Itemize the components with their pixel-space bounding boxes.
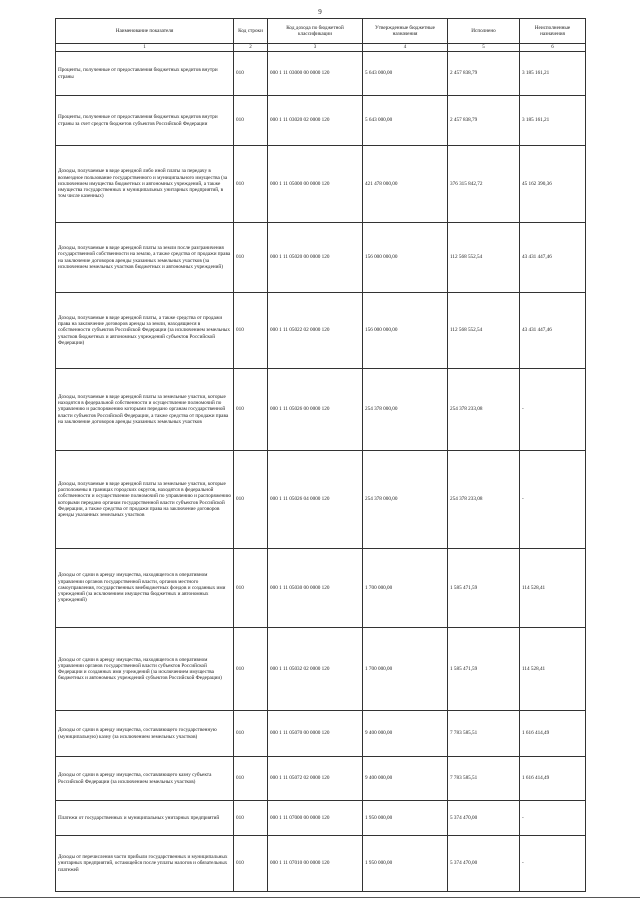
budget-report-table	[55, 18, 586, 892]
table-row	[56, 369, 586, 451]
row-executed: 5 374 470,00	[448, 801, 520, 836]
table-row	[56, 628, 586, 711]
row-income-code: 000 1 11 07000 00 0000 120	[268, 801, 363, 836]
row-approved: 254 378 000,00	[363, 451, 448, 549]
row-approved: 9 400 000,00	[363, 711, 448, 757]
header-row	[56, 19, 586, 44]
row-unexecuted: -	[520, 369, 586, 451]
row-income-code: 000 1 11 05000 00 0000 120	[268, 146, 363, 223]
row-unexecuted: 114 528,41	[520, 628, 586, 711]
row-unexecuted: -	[520, 836, 586, 892]
row-name: Доходы, получаемые в виде арендной либо иной платы за передачу в возмездное пользование государственного и муниципального имущества (за исключением имущества бюджетных и автономных учреждений, а также имущества государственных и муниципальных унитарных предприятий, в том числе казенных)	[56, 146, 234, 223]
row-income-code: 000 1 11 05032 02 0000 120	[268, 628, 363, 711]
row-line-code: 010	[234, 836, 268, 892]
row-unexecuted: 1 616 414,49	[520, 711, 586, 757]
row-name: Проценты, полученные от предоставления бюджетных кредитов внутри страны	[56, 52, 234, 96]
row-name: Доходы, получаемые в виде арендной платы за земельные участки, которые находятся в федеральной собственности и осуществление полномочий по управлению и распоряжению которыми передано органам государственной власти субъектов Российской Федерации, а также средства от продажи права на заключение договоров аренды указанных земельных участков	[56, 369, 234, 451]
table-row	[56, 52, 586, 96]
column-number: 3	[268, 44, 363, 52]
row-line-code: 010	[234, 628, 268, 711]
row-name: Доходы от сдачи в аренду имущества, находящегося в оперативном управлении органов государственной власти, органов местного самоуправления, государственных внебюджетных фондов и созданных ими учреждений (за исключением имущества бюджетных и автономных учреждений)	[56, 549, 234, 628]
row-line-code: 010	[234, 223, 268, 293]
row-unexecuted: 1 616 414,49	[520, 757, 586, 801]
table-row	[56, 801, 586, 836]
row-line-code: 010	[234, 369, 268, 451]
header-unexecuted: Неисполненные назначения	[520, 19, 586, 44]
row-line-code: 010	[234, 757, 268, 801]
header-line-code: Код строки	[234, 19, 268, 44]
row-name: Доходы, получаемые в виде арендной платы за земли после разграничения государственной собственности на землю, а также средства от продажи права на заключение договоров аренды указанных земельных участков (за исключением земельных участков бюджетных и автономных учреждений)	[56, 223, 234, 293]
row-income-code: 000 1 11 05070 00 0000 120	[268, 711, 363, 757]
row-executed: 1 585 471,59	[448, 549, 520, 628]
table-row	[56, 96, 586, 146]
table-row	[56, 757, 586, 801]
row-executed: 2 457 838,79	[448, 96, 520, 146]
header-income-code: Код дохода по бюджетной классификации	[268, 19, 363, 44]
row-line-code: 010	[234, 801, 268, 836]
row-income-code: 000 1 11 03020 02 0000 120	[268, 96, 363, 146]
row-name: Платежи от государственных и муниципальных унитарных предприятий	[56, 801, 234, 836]
row-approved: 156 000 000,00	[363, 223, 448, 293]
row-approved: 1 950 000,00	[363, 801, 448, 836]
row-unexecuted: 43 431 447,46	[520, 223, 586, 293]
row-approved: 5 643 000,00	[363, 52, 448, 96]
row-name: Доходы от сдачи в аренду имущества, составляющего государственную (муниципальную) казну (за исключением земельных участков)	[56, 711, 234, 757]
header-approved: Утвержденные бюджетные назначения	[363, 19, 448, 44]
row-income-code: 000 1 11 05030 00 0000 120	[268, 549, 363, 628]
row-unexecuted: 3 185 161,21	[520, 96, 586, 146]
row-executed: 112 568 552,54	[448, 223, 520, 293]
row-executed: 254 378 233,08	[448, 369, 520, 451]
header-name: Наименование показателя	[56, 19, 234, 44]
row-approved: 1 700 000,00	[363, 628, 448, 711]
row-income-code: 000 1 11 05026 04 0000 120	[268, 451, 363, 549]
row-approved: 5 643 000,00	[363, 96, 448, 146]
row-unexecuted: -	[520, 801, 586, 836]
table-row	[56, 711, 586, 757]
row-income-code: 000 1 11 03000 00 0000 120	[268, 52, 363, 96]
row-name: Доходы, получаемые в виде арендной платы, а также средства от продажи права на заключение договоров аренды за земли, находящиеся в собственности субъектов Российской Федерации (за исключением земельных участков бюджетных и автономных учреждений субъектов Российской Федерации)	[56, 293, 234, 369]
row-unexecuted: 43 431 447,46	[520, 293, 586, 369]
row-executed: 376 315 842,72	[448, 146, 520, 223]
page-bottom-edge	[0, 897, 640, 898]
row-income-code: 000 1 11 05022 02 0000 120	[268, 293, 363, 369]
row-unexecuted: 45 162 390,36	[520, 146, 586, 223]
row-line-code: 010	[234, 96, 268, 146]
row-executed: 7 783 585,51	[448, 711, 520, 757]
row-line-code: 010	[234, 711, 268, 757]
column-number: 2	[234, 44, 268, 52]
column-number: 5	[448, 44, 520, 52]
row-executed: 254 378 233,08	[448, 451, 520, 549]
row-name: Доходы, получаемые в виде арендной платы за земельные участки, которые расположены в границах городских округов, находятся в федеральной собственности и осуществление полномочий по управлению и распоряжению которыми передано органам государственной власти субъектов Российской Федерации, а также средства от продажи права на заключение договоров аренды указанных земельных участков	[56, 451, 234, 549]
row-line-code: 010	[234, 451, 268, 549]
row-unexecuted: 3 185 161,21	[520, 52, 586, 96]
table-row	[56, 223, 586, 293]
row-line-code: 010	[234, 52, 268, 96]
row-unexecuted: -	[520, 451, 586, 549]
row-name: Проценты, полученные от предоставления бюджетных кредитов внутри страны за счет средств бюджетов субъектов Российской Федерации	[56, 96, 234, 146]
row-approved: 254 378 000,00	[363, 369, 448, 451]
page-number: 9	[318, 8, 322, 16]
column-number: 6	[520, 44, 586, 52]
row-executed: 7 783 585,51	[448, 757, 520, 801]
row-executed: 1 585 471,59	[448, 628, 520, 711]
row-name: Доходы от сдачи в аренду имущества, составляющего казну субъекта Российской Федерации (за исключением земельных участков)	[56, 757, 234, 801]
table-row	[56, 549, 586, 628]
row-approved: 1 700 000,00	[363, 549, 448, 628]
row-unexecuted: 114 528,41	[520, 549, 586, 628]
header-executed: Исполнено	[448, 19, 520, 44]
column-number: 4	[363, 44, 448, 52]
column-number: 1	[56, 44, 234, 52]
column-number-row	[56, 44, 586, 52]
row-line-code: 010	[234, 293, 268, 369]
row-approved: 1 950 000,00	[363, 836, 448, 892]
table-row	[56, 451, 586, 549]
row-executed: 2 457 838,79	[448, 52, 520, 96]
row-income-code: 000 1 11 05072 02 0000 120	[268, 757, 363, 801]
row-line-code: 010	[234, 549, 268, 628]
row-executed: 5 374 470,00	[448, 836, 520, 892]
row-approved: 156 000 000,00	[363, 293, 448, 369]
row-income-code: 000 1 11 07010 00 0000 120	[268, 836, 363, 892]
table-row	[56, 836, 586, 892]
table-row	[56, 293, 586, 369]
row-approved: 421 478 000,00	[363, 146, 448, 223]
row-approved: 9 400 000,00	[363, 757, 448, 801]
row-executed: 112 568 552,54	[448, 293, 520, 369]
row-income-code: 000 1 11 05026 00 0000 120	[268, 369, 363, 451]
row-name: Доходы от перечисления части прибыли государственных и муниципальных унитарных предприятий, остающейся после уплаты налогов и обязательных платежей	[56, 836, 234, 892]
table-row	[56, 146, 586, 223]
row-name: Доходы от сдачи в аренду имущества, находящегося в оперативном управлении органов государственной власти субъектов Российской Федерации и созданных ими учреждений (за исключением имущества бюджетных и автономных учреждений субъектов Российской Федерации)	[56, 628, 234, 711]
row-income-code: 000 1 11 05020 00 0000 120	[268, 223, 363, 293]
row-line-code: 010	[234, 146, 268, 223]
